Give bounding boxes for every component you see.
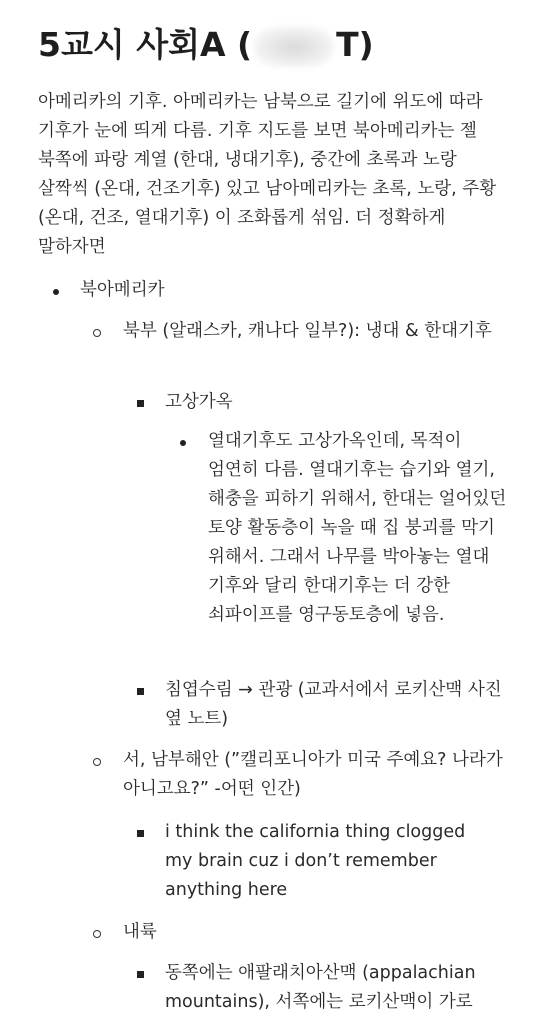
list-item-stilt-house-note <box>208 427 508 630</box>
list-item-label: 동쪽에는 애팔래치아산맥 (appalachian mountains), 서쪽에는 로키산맥이 가로 <box>165 963 476 1012</box>
redacted-name-blur <box>254 27 334 67</box>
list-item-label: 서, 남부해안 (”캘리포니아가 미국 주예요? 나라가 아니고요?” -어떤 인간) <box>123 750 503 799</box>
list-item-north-america <box>80 276 480 305</box>
disc-bullet-icon <box>180 440 186 446</box>
square-bullet-icon <box>137 688 144 695</box>
list-item-conifer <box>165 676 505 734</box>
list-item-label: 북부 (알래스카, 캐나다 일부?): 냉대 & 한대기후 <box>123 321 492 341</box>
intro-paragraph: 아메리카의 기후. 아메리카는 남북으로 길기에 위도에 따라 기후가 눈에 띄게 다름. 기후 지도를 보면 북아메리카는 젤 북쪽에 파랑 계열 (한대, 냉대기후), 중간에 초록과 노랑 살짝씩 (온대, 건조기후) 있고 남아메리카는 초록, 노랑, 주황 (온대, 건조, 열대기후) 이 조화롭게 섞임. 더 정확하게 말하자면 <box>38 92 497 257</box>
circle-bullet-icon <box>93 758 101 766</box>
list-item-west-south-coast <box>123 746 515 804</box>
square-bullet-icon <box>137 830 144 837</box>
list-item-california-note <box>165 818 490 905</box>
list-item-mountains <box>165 959 510 1017</box>
circle-bullet-icon <box>93 930 101 938</box>
list-item-stilt-house <box>165 388 505 417</box>
page-title <box>38 22 374 68</box>
list-item-label: 내륙 <box>123 922 157 942</box>
title-suffix: T) <box>336 25 374 64</box>
list-item-north <box>123 317 511 346</box>
square-bullet-icon <box>137 400 144 407</box>
list-item-label: 고상가옥 <box>165 392 233 412</box>
square-bullet-icon <box>137 971 144 978</box>
circle-bullet-icon <box>93 329 101 337</box>
title-prefix: 5교시 사회A ( <box>38 25 253 64</box>
list-item-label: 침엽수림 → 관광 (교과서에서 로키산맥 사진 옆 노트) <box>165 680 502 729</box>
list-item-label: 북아메리카 <box>80 280 165 300</box>
disc-bullet-icon <box>53 289 59 295</box>
list-item-inland <box>123 918 503 947</box>
list-item-label: 열대기후도 고상가옥인데, 목적이 엄연히 다름. 열대기후는 습기와 열기, 해충을 피하기 위해서, 한대는 얼어있던 토양 활동층이 녹을 때 집 붕괴를 막기 위해서. 그래서 나무를 박아놓는 열대 기후와 달리 한대기후는 더 강한 쇠파이프를 영구동토층에 넣음. <box>208 431 507 625</box>
list-item-label: i think the california thing clogged my brain cuz i don’t remember anything here <box>165 822 466 900</box>
